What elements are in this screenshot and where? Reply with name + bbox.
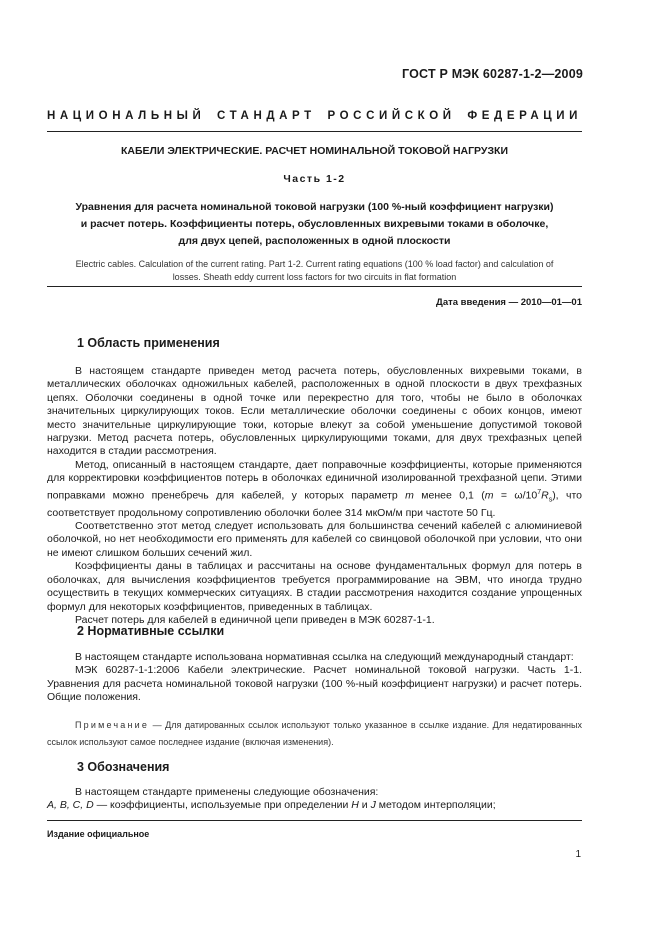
paragraph: В настоящем стандарте применены следующие обозначения:: [75, 786, 379, 798]
note-label: Примечание: [75, 720, 150, 730]
subtitle-line: Уравнения для расчета номинальной токовой нагрузки (100 %-ный коэффициент нагрузки): [75, 201, 554, 213]
paragraph: Коэффициенты даны в таблицах и рассчитаны на основе фундаментальных формул для потерь в оболочках, для вычисления коэффициентов требуется программирование на ЭВМ, что иногда трудно осуществить в текущих коммерческих ситуациях. В стадии рассмотрения находится создание упрощенных формул для некоторых коэффициентов, приведенных в таблицах.: [47, 560, 582, 613]
symbol-definition: A, B, C, D — коэффициенты, используемые при определении H и J методом интерполяции;: [47, 799, 496, 812]
title-rule: [47, 286, 582, 287]
paragraph: В настоящем стандарте использована нормативная ссылка на следующий международный стандарт:: [75, 651, 574, 663]
section-2-heading: 2 Нормативные ссылки: [77, 624, 225, 638]
section-3-body: [47, 786, 582, 813]
document-subtitle: [47, 199, 582, 250]
subtitle-line: для двух цепей, расположенных в одной плоскости: [178, 235, 451, 247]
standard-designation: ГОСТ Р МЭК 60287-1-2—2009: [402, 67, 583, 81]
english-title-line: Electric cables. Calculation of the current rating. Part 1-2. Current rating equations (100 % load factor) and calculation of: [75, 259, 554, 269]
introduction-date: Дата введения — 2010—01—01: [436, 297, 582, 308]
paragraph: Соответственно этот метод следует использовать для большинства сечений кабелей с алюминиевой оболочкой, но нет необходимости его применять для кабелей со свинцовой оболочкой при условии, что они не имеют слишком больших сечений жил.: [47, 520, 582, 559]
section-1-body: [47, 365, 582, 627]
paragraph: МЭК 60287-1-1:2006 Кабели электрические. Расчет номинальной токовой нагрузки. Часть 1-1. Уравнения для расчета номинальной токовой нагрузки (100 %-ный коэффициент нагрузки) и расчет потерь. Общие положения.: [47, 664, 582, 704]
section-1-heading: 1 Область применения: [77, 336, 220, 350]
document-title: КАБЕЛИ ЭЛЕКТРИЧЕСКИЕ. РАСЧЕТ НОМИНАЛЬНОЙ ТОКОВОЙ НАГРУЗКИ: [120, 145, 508, 157]
subtitle-line: и расчет потерь. Коэффициенты потерь, обусловленных вихревыми токами в оболочке,: [80, 218, 549, 230]
page-number: 1: [575, 849, 581, 860]
note: [47, 717, 582, 751]
paragraph: В настоящем стандарте приведен метод расчета потерь, обусловленных вихревыми токами, в металлических оболочках одножильных кабелей, расположенных в одной плоскости в двух трехфазных цепях. Оболочки соединены в одной точке или перекрестно для того, чтобы не было в оболочках значительных циркулирующих токов. Если металлические оболочки соединены с обоих концов, имеют место значительные циркулирующие токи, которые влекут за собой уменьшение допустимой токовой нагрузки. Метод расчета потерь, обусловленных циркулирующими токами, для двух трехфазных цепей находится в стадии рассмотрения.: [47, 365, 582, 458]
english-title: [47, 258, 582, 284]
national-standard-banner: НАЦИОНАЛЬНЫЙ СТАНДАРТ РОССИЙСКОЙ ФЕДЕРАЦИИ: [47, 110, 582, 122]
footer-rule: [47, 820, 582, 821]
section-3-heading: 3 Обозначения: [77, 760, 170, 774]
paragraph: Расчет потерь для кабелей в единичной цепи приведен в МЭК 60287-1-1.: [75, 613, 435, 626]
paragraph: Метод, описанный в настоящем стандарте, дает поправочные коэффициенты, которые применяются для корректировки коэффициентов потерь в оболочках единичной изолированной трехфазной цепи. Этими поправками можно пренебречь для кабелей, у которых параметр m менее 0,1 $(m = \omega/10^7R_s)$, что соответствует продольному сопротивлению оболочки более 314 мкОм/м при частоте 50 Гц.: [47, 458, 582, 519]
note-text: — Для датированных ссылок используют только указанное в ссылке издание. Для недатированных ссылок используют самое последнее издание (включая изменения).: [47, 720, 582, 747]
document-part: Часть 1-2: [283, 173, 346, 185]
header-rule: [47, 131, 582, 132]
english-title-line: losses. Sheath eddy current loss factors for two circuits in flat formation: [172, 272, 457, 282]
official-edition-label: Издание официальное: [47, 829, 150, 839]
section-2-body: [47, 651, 582, 705]
